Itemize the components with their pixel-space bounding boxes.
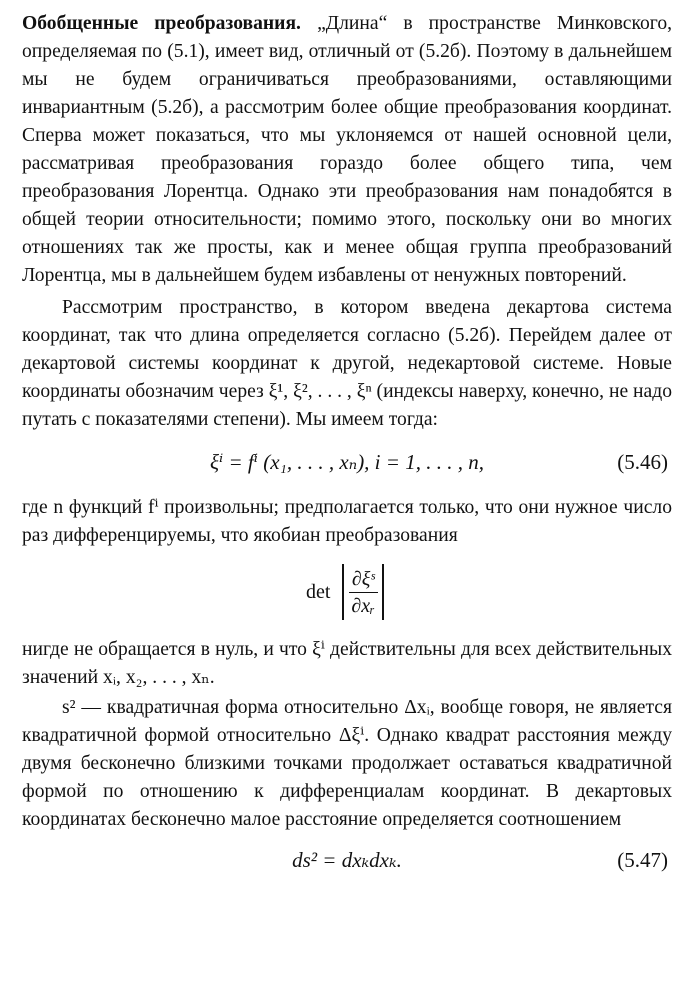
- det-bar-left: [342, 564, 344, 620]
- det-bar-right: [382, 564, 384, 620]
- det-numerator: ∂ξˢ: [349, 566, 378, 593]
- paragraph-4: нигде не обращается в нуль, и что ξⁱ действительны для всех действительных значений xᵢ, x₂, . . . , xₙ.: [22, 639, 672, 688]
- paragraph-2: Рассмотрим пространство, в котором введена декартова система координат, так что длина определяется согласно (5.2б). Перейдем далее от декартовой системы координат к другой, недекартовой системе. Новые координаты обозначим через ξ¹, ξ², . . . , ξⁿ (индексы наверху, конечно, не надо путать с показателями степени). Мы имеем тогда:: [22, 297, 672, 430]
- page-text: [22, 10, 672, 880]
- paragraph-3: где n функций fⁱ произвольны; предполагается только, что они нужное число раз дифференцируемы, что якобиан преобразования: [22, 497, 672, 546]
- paragraph-1: [22, 10, 672, 290]
- equation-5-46-number: (5.46): [617, 450, 668, 474]
- det-label: det: [305, 580, 331, 603]
- paragraph-1-text: „Длина“ в пространстве Минковского, определяемая по (5.1), имеет вид, отличный от (5.2б). Поэтому в дальнейшем мы не будем ограничиваться преобразованиями, оставляющими инвариантным (5.2б), а рассмотрим более общие преобразования координат. Сперва может показаться, что мы уклоняемся от нашей основной цели, рассматривая преобразования гораздо более общего типа, чем преобразования Лорентца. Однако эти преобразования нам понадобятся в общей теории относительности; помимо этого, поскольку они во многих отношениях так же просты, как и менее общая группа преобразований Лорентца, мы в дальнейшем будем избавлены от ненужных повторений.: [22, 13, 673, 286]
- det-denominator: ∂xᵣ: [351, 594, 376, 617]
- equation-5-47-formula: ds² = dxₖdxₖ.: [292, 848, 402, 872]
- jacobian-determinant: [22, 556, 672, 628]
- equation-5-47: [22, 840, 672, 880]
- section-heading: Обобщенные преобразования.: [22, 13, 301, 34]
- equation-5-46-formula: ξⁱ = fⁱ (x₁, . . . , xₙ), i = 1, . . . , n,: [210, 450, 484, 474]
- paragraph-5: s² — квадратичная форма относительно Δxᵢ, вообще говоря, не является квадратичной формой относительно Δξⁱ. Однако квадрат расстояния между двумя бесконечно близкими точками продолжает оставаться квадратичной формой по отношению к дифференциалам координат. В декартовых координатах бесконечно малое расстояние определяется соотношением: [22, 697, 672, 830]
- equation-5-46: [22, 440, 672, 484]
- det-fraction: [348, 566, 378, 619]
- equation-5-47-number: (5.47): [617, 848, 668, 872]
